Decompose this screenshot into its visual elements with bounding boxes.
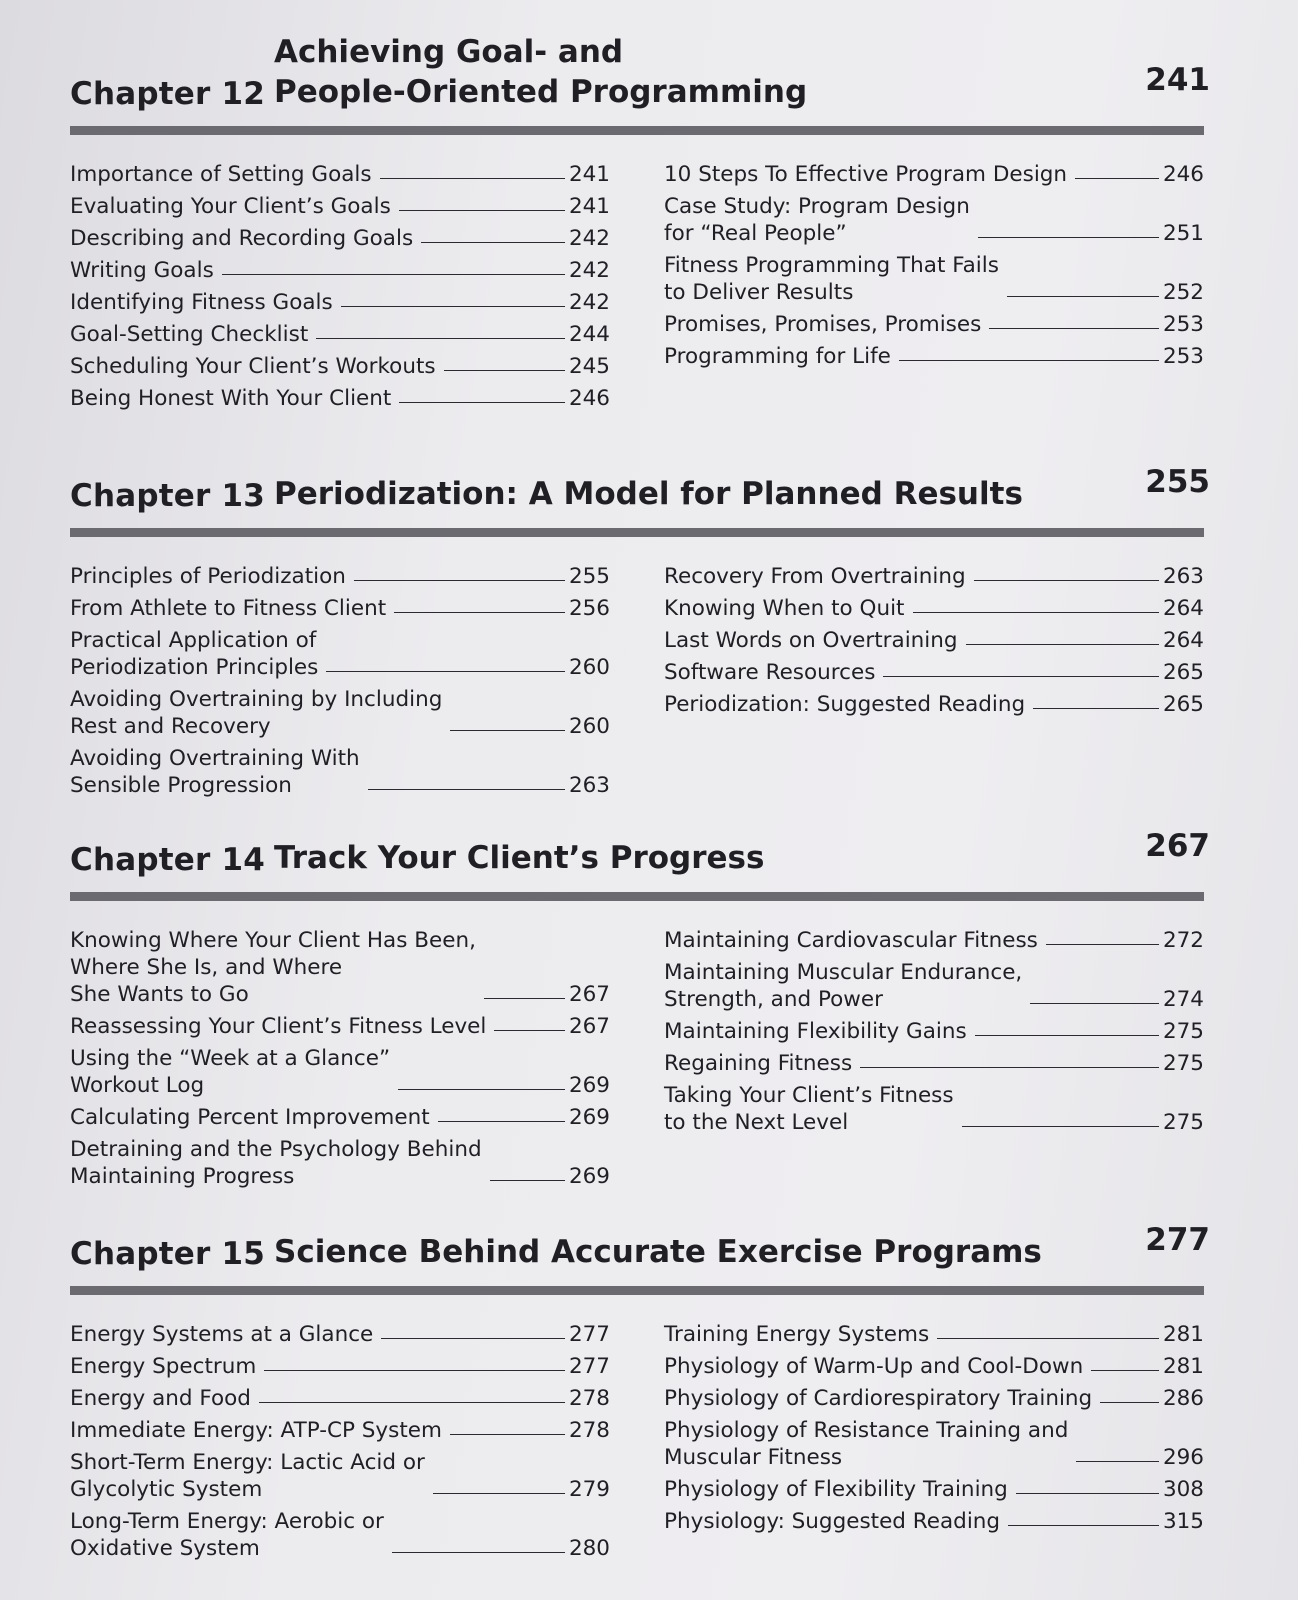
toc-entry [664,627,1204,654]
toc-leader-line [913,612,1159,613]
toc-leader-line [1007,296,1159,297]
chapter-rule [70,1286,1204,1295]
toc-entry-title: Practical Application of Periodization Principles [70,628,319,680]
toc-entry-page-number: 308 [1162,1477,1204,1502]
toc-entry-page-number: 256 [568,596,610,621]
toc-entry [70,686,610,740]
toc-entry-page-number: 241 [568,162,610,187]
toc-leader-line [381,1338,565,1339]
sections-right-column [664,927,1204,1195]
toc-entry-page-number: 264 [1162,596,1204,621]
sections-left-column [70,563,610,804]
chapter-page-number: 277 [1145,1222,1210,1258]
toc-entry-page-number: 296 [1162,1445,1204,1470]
toc-entry-title: Promises, Promises, Promises [664,312,982,337]
toc-entry-title: Physiology of Warm-Up and Cool-Down [664,1354,1084,1379]
toc-leader-line [989,328,1159,329]
toc-entry [664,563,1204,590]
toc-entry-title: Taking Your Client’s Fitness to the Next Level [664,1083,954,1135]
toc-entry [70,627,610,681]
toc-entry-page-number: 265 [1162,692,1204,717]
chapter-header [70,1200,1220,1286]
toc-entry [70,321,610,348]
toc-entry [70,225,610,252]
toc-entry-page-number: 253 [1162,344,1204,369]
toc-leader-line [978,237,1159,238]
toc-entry [664,659,1204,686]
toc-leader-line [399,210,565,211]
toc-entry-title: Recovery From Overtraining [664,564,966,589]
chapter-rule [70,126,1204,135]
toc-entry-title: Maintaining Cardiovascular Fitness [664,928,1038,953]
toc-entry-title: From Athlete to Fitness Client [70,596,387,621]
toc-entry-page-number: 269 [568,1164,610,1189]
toc-entry-title: Detraining and the Psychology Behind Maintaining Progress [70,1137,482,1189]
toc-leader-line [450,1434,565,1435]
toc-entry-title: Energy and Food [70,1386,251,1411]
toc-entry [70,161,610,188]
toc-entry [70,1045,610,1099]
toc-leader-line [222,274,565,275]
chapter-header [70,442,1220,528]
toc-entry [70,1136,610,1190]
toc-entry-title: Importance of Setting Goals [70,162,372,187]
toc-leader-line [354,580,565,581]
toc-entry-title: Maintaining Muscular Endurance, Strength, and Power [664,960,1023,1012]
toc-leader-line [1046,944,1159,945]
toc-entry [664,927,1204,954]
toc-entry [664,193,1204,247]
toc-entry-title: Calculating Percent Improvement [70,1105,430,1130]
toc-entry-title: Energy Systems at a Glance [70,1322,374,1347]
chapter-12 [70,34,1220,417]
toc-leader-line [860,1067,1159,1068]
toc-leader-line [316,338,565,339]
toc-entry [70,289,610,316]
toc-leader-line [937,1338,1159,1339]
toc-entry-page-number: 244 [568,322,610,347]
toc-entry-title: Avoiding Overtraining by Including Rest and Recovery [70,687,443,739]
toc-leader-line [883,676,1159,677]
toc-entry-title: Physiology of Resistance Training and Muscular Fitness [664,1418,1069,1470]
toc-entry [664,1508,1204,1535]
toc-entry-page-number: 277 [568,1354,610,1379]
toc-leader-line [450,730,565,731]
chapter-sections [70,161,1220,417]
toc-entry [70,563,610,590]
toc-entry-page-number: 263 [568,773,610,798]
toc-leader-line [341,306,565,307]
toc-leader-line [1076,1461,1159,1462]
toc-entry-title: Evaluating Your Client’s Goals [70,194,391,219]
toc-entry-title: Principles of Periodization [70,564,346,589]
toc-entry-page-number: 278 [568,1418,610,1443]
chapter-sections [70,1321,1220,1567]
toc-entry-title: Case Study: Program Design for “Real People” [664,194,970,246]
toc-entry [664,1417,1204,1471]
toc-entry [70,745,610,799]
toc-entry-page-number: 267 [568,1014,610,1039]
toc-leader-line [490,1180,565,1181]
toc-entry-page-number: 275 [1162,1110,1204,1135]
toc-entry [664,1082,1204,1136]
toc-entry-page-number: 242 [568,226,610,251]
toc-entry-page-number: 260 [568,714,610,739]
toc-entry-title: Writing Goals [70,258,214,283]
toc-leader-line [368,789,565,790]
chapter-label: Chapter 13 [70,478,265,514]
toc-entry [664,161,1204,188]
chapter-page-number: 255 [1145,464,1210,500]
toc-entry-title: Physiology: Suggested Reading [664,1509,1001,1534]
chapter-15 [70,1200,1220,1567]
toc-entry-title: Being Honest With Your Client [70,386,392,411]
toc-leader-line [1091,1370,1159,1371]
toc-entry [70,1321,610,1348]
sections-left-column [70,161,610,417]
toc-entry-page-number: 286 [1162,1386,1204,1411]
toc-entry-page-number: 246 [568,386,610,411]
toc-entry-page-number: 269 [568,1105,610,1130]
toc-entry-page-number: 246 [1162,162,1204,187]
toc-entry [70,1353,610,1380]
toc-entry-page-number: 275 [1162,1019,1204,1044]
chapter-sections [70,927,1220,1195]
toc-entry [664,1321,1204,1348]
toc-entry-page-number: 241 [568,194,610,219]
toc-entry [70,595,610,622]
sections-right-column [664,563,1204,804]
toc-leader-line [1030,1003,1159,1004]
toc-leader-line [899,360,1159,361]
chapter-header [70,34,1220,126]
toc-entry [70,353,610,380]
toc-entry-page-number: 279 [568,1477,610,1502]
toc-entry-title: Reassessing Your Client’s Fitness Level [70,1014,487,1039]
toc-entry-page-number: 260 [568,655,610,680]
toc-entry-page-number: 242 [568,290,610,315]
toc-entry [664,1050,1204,1077]
toc-leader-line [1016,1493,1159,1494]
toc-leader-line [1033,708,1159,709]
toc-leader-line [484,998,565,999]
toc-entry-page-number: 245 [568,354,610,379]
toc-entry-title: 10 Steps To Effective Program Design [664,162,1068,187]
toc-entry-title: Last Words on Overtraining [664,628,958,653]
toc-entry-page-number: 252 [1162,280,1204,305]
toc-entry [664,1385,1204,1412]
toc-entry-title: Short-Term Energy: Lactic Acid or Glycolytic System [70,1450,425,1502]
toc-entry [664,1018,1204,1045]
toc-entry-page-number: 281 [1162,1354,1204,1379]
toc-entry-page-number: 277 [568,1322,610,1347]
toc-entry [664,691,1204,718]
toc-leader-line [264,1370,565,1371]
toc-entry-page-number: 264 [1162,628,1204,653]
chapter-14 [70,806,1220,1195]
toc-entry [70,1417,610,1444]
toc-entry [70,1449,610,1503]
toc-entry-page-number: 251 [1162,221,1204,246]
toc-entry-page-number: 253 [1162,312,1204,337]
toc-entry [70,1013,610,1040]
toc-leader-line [494,1030,565,1031]
chapter-title: Track Your Client’s Progress [274,840,765,876]
chapter-13 [70,442,1220,804]
toc-entry [70,927,610,1008]
toc-leader-line [399,402,565,403]
toc-leader-line [444,370,565,371]
toc-entry-title: Energy Spectrum [70,1354,257,1379]
toc-entry [664,252,1204,306]
toc-entry-title: Maintaining Flexibility Gains [664,1019,967,1044]
toc-entry-page-number: 315 [1162,1509,1204,1534]
toc-entry-title: Physiology of Cardiorespiratory Training [664,1386,1093,1411]
toc-entry-page-number: 274 [1162,987,1204,1012]
toc-entry-title: Physiology of Flexibility Training [664,1477,1008,1502]
toc-entry-title: Goal-Setting Checklist [70,322,309,347]
chapter-page-number: 267 [1145,828,1210,864]
chapter-title: Periodization: A Model for Planned Results [274,476,1023,512]
toc-entry-page-number: 265 [1162,660,1204,685]
sections-right-column [664,161,1204,417]
toc-leader-line [962,1126,1159,1127]
toc-leader-line [975,1035,1159,1036]
toc-leader-line [966,644,1159,645]
toc-entry-title: Immediate Energy: ATP-CP System [70,1418,442,1443]
toc-entry [70,257,610,284]
toc-entry [70,1104,610,1131]
toc-entry-page-number: 272 [1162,928,1204,953]
toc-entry [664,959,1204,1013]
toc-entry-page-number: 281 [1162,1322,1204,1347]
toc-leader-line [380,178,565,179]
toc-entry-title: Scheduling Your Client’s Workouts [70,354,436,379]
toc-entry-title: Using the “Week at a Glance” Workout Log [70,1046,391,1098]
toc-entry-page-number: 278 [568,1386,610,1411]
toc-entry-title: Knowing Where Your Client Has Been, Where She Is, and Where She Wants to Go [70,928,476,1007]
toc-entry-title: Training Energy Systems [664,1322,930,1347]
toc-entry [664,1476,1204,1503]
toc-leader-line [259,1402,565,1403]
toc-leader-line [392,1552,565,1553]
chapter-sections [70,563,1220,804]
toc-entry [664,311,1204,338]
chapter-label: Chapter 14 [70,842,265,878]
chapter-title: Science Behind Accurate Exercise Programs [274,1234,1042,1270]
toc-leader-line [398,1089,565,1090]
chapter-rule [70,892,1204,901]
chapter-label: Chapter 15 [70,1236,265,1272]
toc-entry-title: Regaining Fitness [664,1051,853,1076]
toc-entry [70,193,610,220]
toc-leader-line [1075,178,1159,179]
chapter-rule [70,528,1204,537]
toc-entry-page-number: 263 [1162,564,1204,589]
toc-entry-title: Avoiding Overtraining With Sensible Progression [70,746,360,798]
sections-left-column [70,1321,610,1567]
toc-leader-line [1008,1525,1159,1526]
toc-leader-line [433,1493,565,1494]
toc-entry-page-number: 255 [568,564,610,589]
toc-entry-page-number: 242 [568,258,610,283]
toc-entry-title: Fitness Programming That Fails to Deliver Results [664,253,999,305]
toc-leader-line [326,671,565,672]
toc-entry-title: Describing and Recording Goals [70,226,414,251]
toc-entry-title: Programming for Life [664,344,891,369]
toc-entry [664,1353,1204,1380]
toc-entry [70,1385,610,1412]
toc-entry-page-number: 280 [568,1536,610,1561]
toc-entry-page-number: 269 [568,1073,610,1098]
sections-right-column [664,1321,1204,1567]
toc-leader-line [421,242,565,243]
toc-leader-line [438,1121,565,1122]
chapter-header [70,806,1220,892]
toc-leader-line [1100,1402,1159,1403]
toc-entry-title: Knowing When to Quit [664,596,905,621]
toc-entry-title: Periodization: Suggested Reading [664,692,1026,717]
toc-entry-page-number: 267 [568,982,610,1007]
sections-left-column [70,927,610,1195]
chapter-page-number: 241 [1145,62,1210,98]
chapter-label: Chapter 12 [70,76,265,112]
toc-entry-title: Identifying Fitness Goals [70,290,333,315]
toc-leader-line [974,580,1159,581]
toc-entry-page-number: 275 [1162,1051,1204,1076]
toc-entry [664,595,1204,622]
toc-entry [664,343,1204,370]
toc-entry [70,1508,610,1562]
toc-entry-title: Software Resources [664,660,876,685]
toc-entry-title: Long-Term Energy: Aerobic or Oxidative System [70,1509,384,1561]
chapter-title: Achieving Goal- and People-Oriented Programming [274,34,808,110]
toc-entry [70,385,610,412]
toc-leader-line [394,612,565,613]
